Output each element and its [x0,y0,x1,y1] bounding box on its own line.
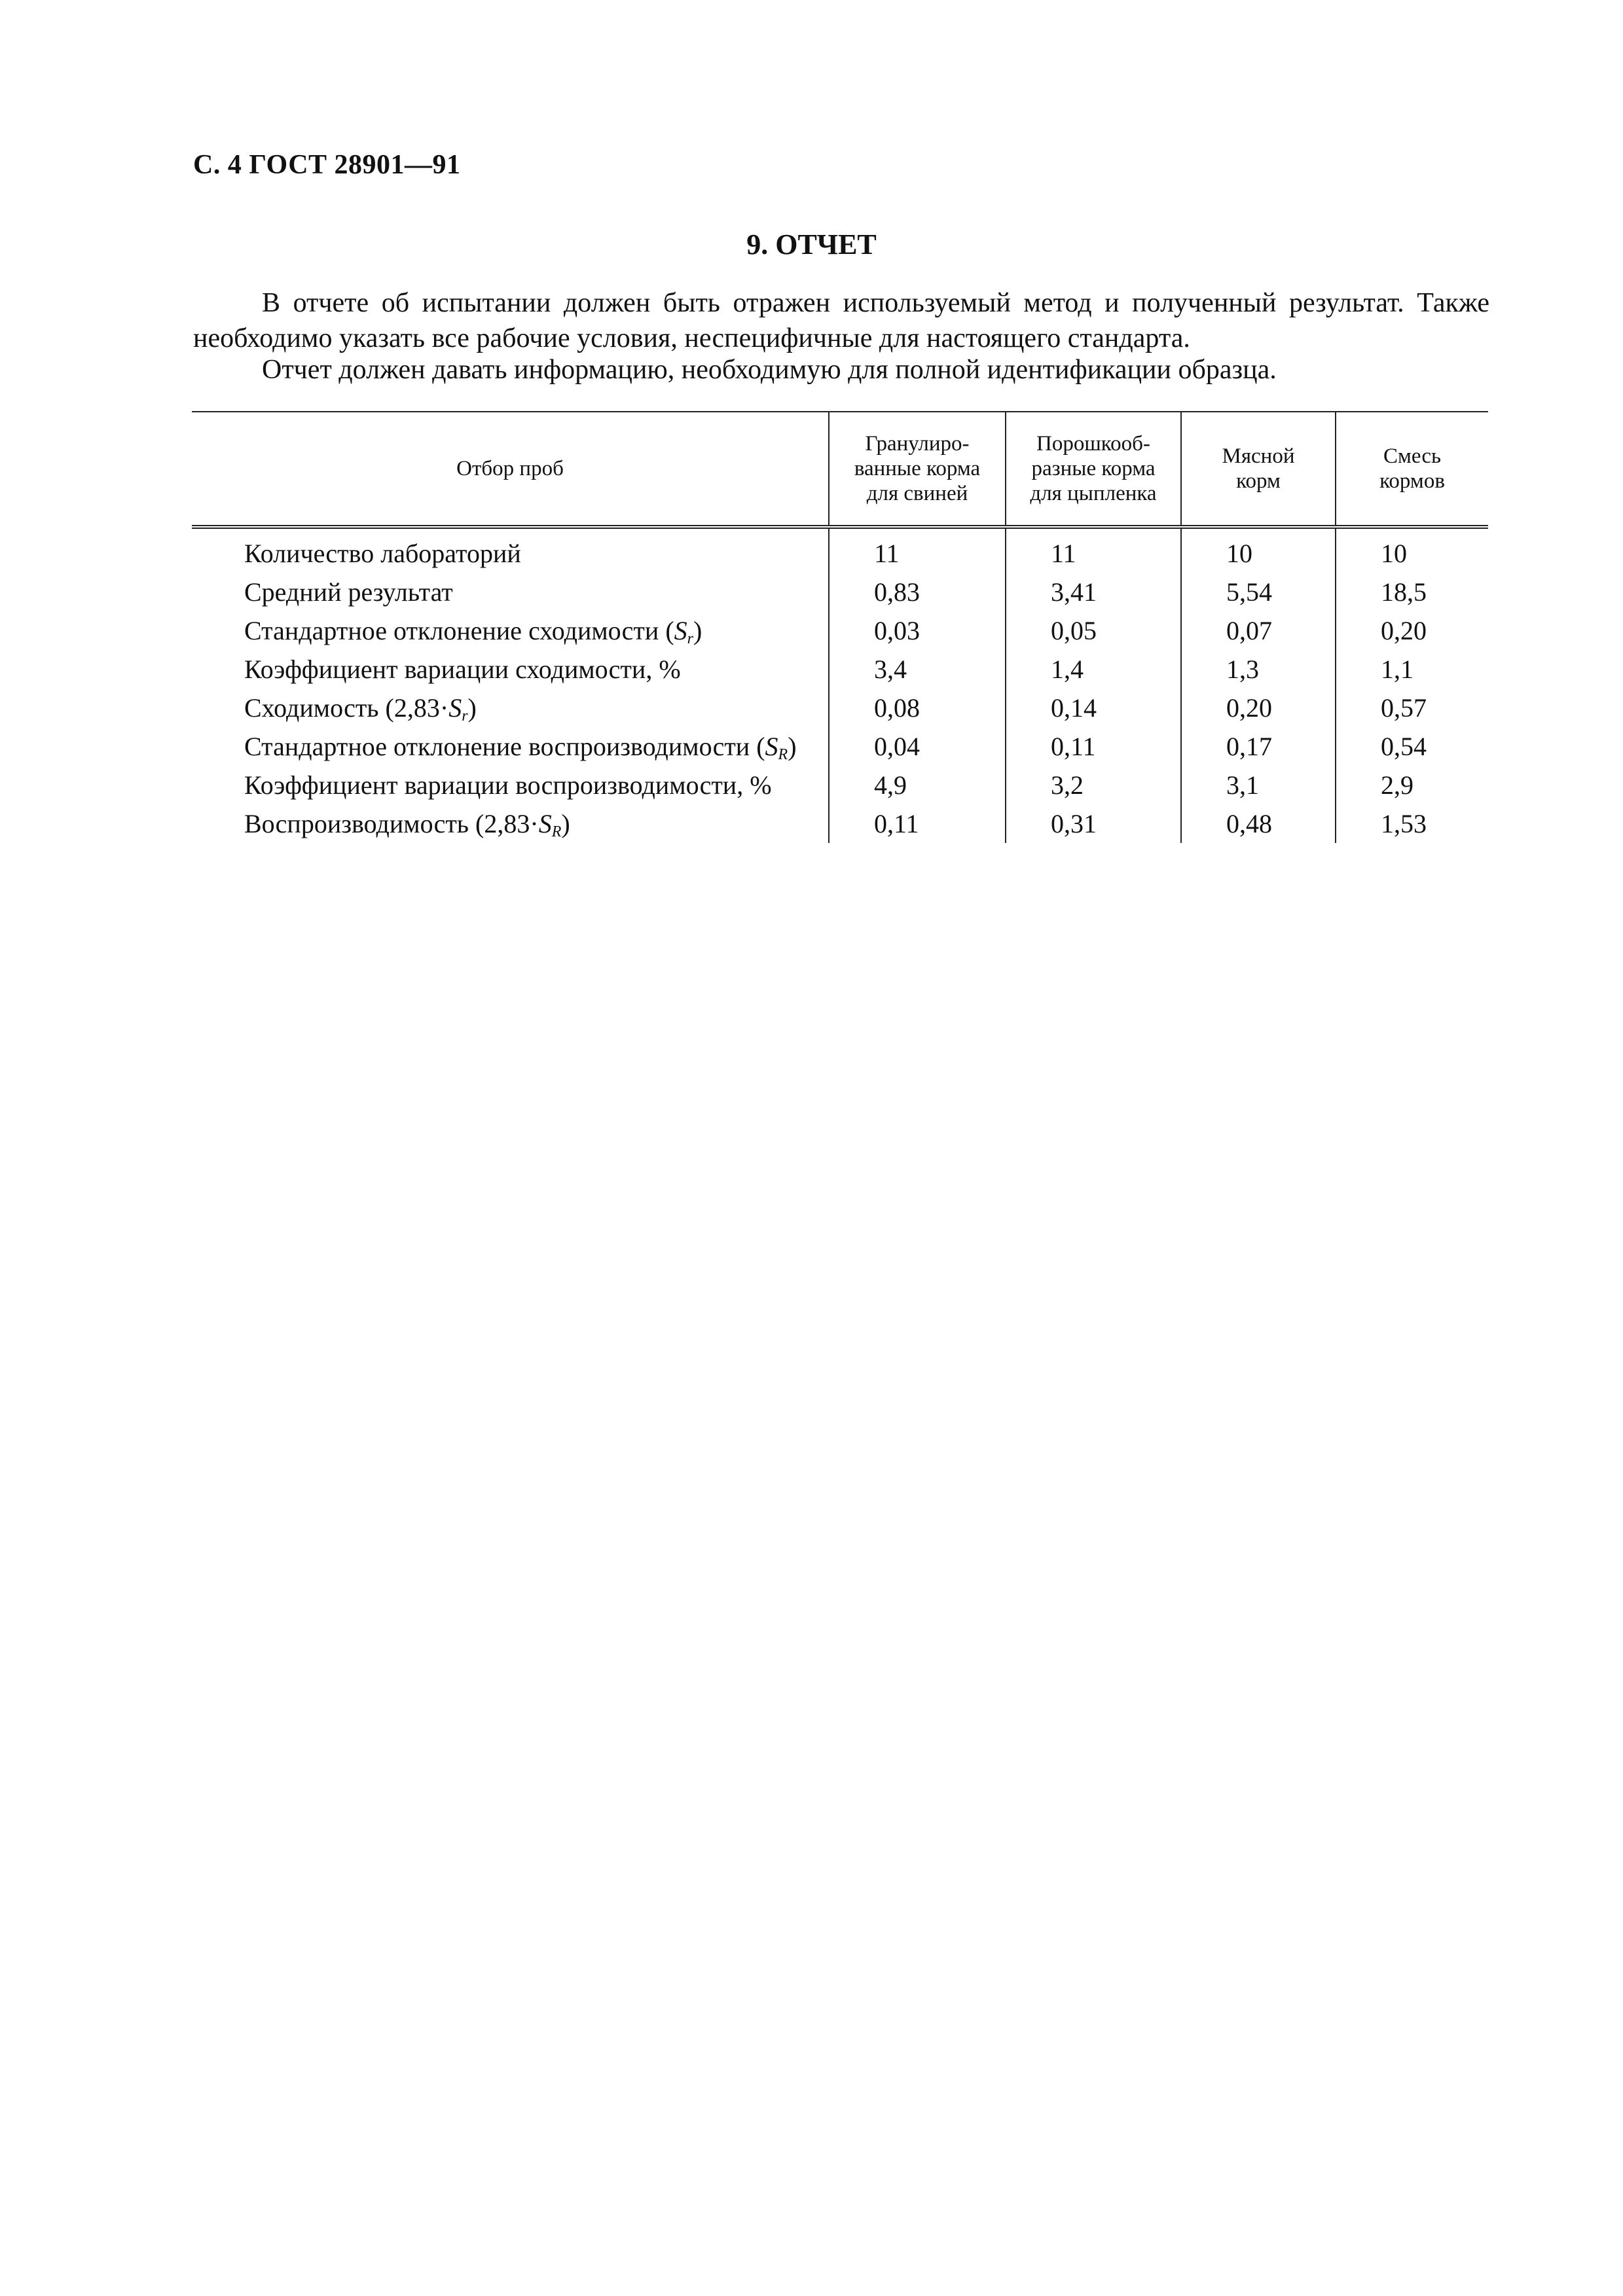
row-label [192,527,829,573]
symbol-subscript: r [462,708,468,725]
table-row [192,573,1488,611]
table-cell: 0,20 [1336,611,1488,650]
symbol: S [765,732,778,761]
page-header: С. 4 ГОСТ 28901—91 [193,150,461,180]
table-cell: 0,03 [829,611,1006,650]
header-feed-mix: Смесь кормов [1336,412,1488,527]
row-label-text: Коэффициент вариации сходимости, % [244,655,681,684]
table-cell: 18,5 [1336,573,1488,611]
table-row [192,611,1488,650]
row-label-tail: ) [561,809,570,838]
table-row [192,804,1488,843]
symbol-subscript: R [778,746,788,763]
symbol-subscript: R [551,823,562,840]
table-row [192,689,1488,727]
table-cell: 3,2 [1006,766,1181,804]
table-cell: 0,20 [1181,689,1336,727]
row-label-text: Воспроизводимость (2,83· [244,809,539,838]
row-label-text: Количество лабораторий [244,539,521,568]
table-cell: 1,53 [1336,804,1488,843]
table-cell: 5,54 [1181,573,1336,611]
table-cell: 0,04 [829,727,1006,766]
row-label-tail: ) [467,693,477,723]
table-row [192,727,1488,766]
table-cell: 0,11 [1006,727,1181,766]
header-granulated-pig-feed: Гранулиро- ванные корма для свиней [829,412,1006,527]
row-label-text: Стандартное отклонение воспроизводимости ( [244,732,765,761]
table-cell: 10 [1336,527,1488,573]
table-row [192,527,1488,573]
header-powdered-chicken-feed: Порошкооб- разные корма для цыпленка [1006,412,1181,527]
row-label [192,766,829,804]
table-cell: 2,9 [1336,766,1488,804]
table-cell: 11 [1006,527,1181,573]
table-cell: 10 [1181,527,1336,573]
table-cell: 1,4 [1006,650,1181,689]
table-cell: 0,48 [1181,804,1336,843]
row-label [192,611,829,650]
report-paragraph-1-text: В отчете об испытании должен быть отражен используемый метод и полученный результат. Также необходимо указать все рабочие условия, неспецифичные для настоящего стандарта. [193,288,1489,353]
table-cell: 11 [829,527,1006,573]
row-label-text: Стандартное отклонение сходимости ( [244,616,674,645]
table-cell: 3,4 [829,650,1006,689]
row-label-text: Сходимость (2,83· [244,693,449,723]
symbol-subscript: r [687,630,693,647]
table-cell: 3,41 [1006,573,1181,611]
table-row [192,766,1488,804]
row-label-tail: ) [788,732,797,761]
table-cell: 0,11 [829,804,1006,843]
table-header-row [192,412,1488,527]
table-cell: 1,3 [1181,650,1336,689]
section-title: 9. ОТЧЕТ [746,228,877,260]
row-label-text: Средний результат [244,577,453,607]
table-cell: 0,31 [1006,804,1181,843]
precision-table [192,411,1488,843]
row-label [192,573,829,611]
table-cell: 4,9 [829,766,1006,804]
table-cell: 0,14 [1006,689,1181,727]
table-cell: 0,05 [1006,611,1181,650]
row-label [192,650,829,689]
row-label [192,689,829,727]
table-cell: 0,17 [1181,727,1336,766]
table-cell: 0,57 [1336,689,1488,727]
row-label [192,804,829,843]
report-paragraph-2-text: Отчет должен давать информацию, необходимую для полной идентификации образца. [262,355,1277,385]
table-row [192,650,1488,689]
table-cell: 3,1 [1181,766,1336,804]
table-cell: 0,83 [829,573,1006,611]
row-label-tail: ) [693,616,702,645]
symbol: S [674,616,687,645]
symbol: S [538,809,552,838]
report-paragraph-2 [193,352,1489,387]
header-sampling: Отбор проб [192,412,829,527]
row-label-text: Коэффициент вариации воспроизводимости, % [244,770,772,800]
table-cell: 0,07 [1181,611,1336,650]
header-meat-feed: Мясной корм [1181,412,1336,527]
table-cell: 0,08 [829,689,1006,727]
row-label [192,727,829,766]
symbol: S [448,693,462,723]
table-cell: 0,54 [1336,727,1488,766]
table-cell: 1,1 [1336,650,1488,689]
report-paragraph-1 [193,285,1489,356]
